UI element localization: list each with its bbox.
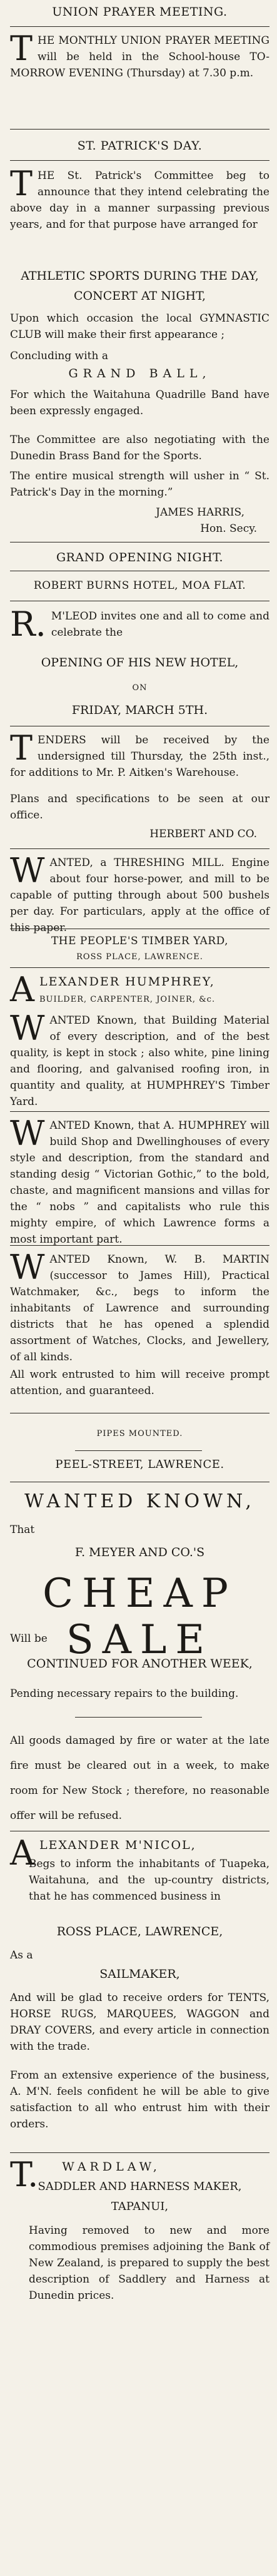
grand-hotel: ROBERT BURNS HOTEL, MOA FLAT. — [33, 579, 246, 592]
timber-trade: BUILDER, CARPENTER, JOINER, &c. — [39, 995, 216, 1004]
mnicol-p3: From an extensive experience of the business, A. M'N. feels confident he will be able to give satisfaction to all who entrust him with their orders. — [10, 2069, 269, 2131]
timber-p2: ANTED Known, that A. HUMPHREY will build Shop and Dwellinghouses of every style and description, from the standard and standing desig “ Victorian Gothic,” to the bold, chaste, and magnificent mansions and villas for the “ nobs ” and capitalists who rule this mighty empire, of which Lawrence forms a most important part. — [10, 1119, 269, 1246]
stpatrick-p4: The entire musical strength will usher in “ St. Patrick's Day in the morning.” — [10, 470, 269, 499]
drop-cap: A — [10, 1833, 34, 1873]
divider — [75, 1717, 202, 1718]
timber-wanted-1 — [10, 1009, 269, 1110]
drop-cap: W — [10, 1009, 45, 1048]
union-notice — [10, 29, 269, 81]
mnicol-p1: Begs to inform the inhabitants of Tuapeka, Waitahuna, and the up-country districts, that he has commenced business in — [29, 1858, 269, 1903]
drop-cap: T — [10, 164, 33, 203]
wardlaw-p1: Having removed to new and more commodious premises adjoining the Bank of New Zealand, is prepared to supply the best description of Saddlery and Harness at Dunedin prices. — [29, 2224, 269, 2302]
stpatrick-p2: Upon which occasion the local GYMNASTIC CLUB will make their first appearance ; — [10, 312, 269, 341]
meyer-firm: F. MEYER AND CO.'S — [74, 1545, 205, 1559]
martin-p2: All work entrusted to him will receive prompt attention, and guaranteed. — [10, 1368, 269, 1397]
meyer-pending: Pending necessary repairs to the building. — [10, 1688, 239, 1700]
divider — [10, 160, 269, 161]
stpatrick-p1: HE St. Patrick's Committee beg to announce that they intend celebrating the above day in a manner surpassing previous years, and for that purpose have arranged for — [10, 170, 269, 231]
grand-on: ON — [132, 683, 148, 693]
union-title: UNION PRAYER MEETING. — [52, 5, 228, 19]
stpatrick-p3: For which the Waitahuna Quadrille Band have been expressly engaged. — [10, 389, 269, 417]
divider — [10, 1245, 269, 1246]
meyer-that: That — [10, 1524, 35, 1536]
martin-notice — [10, 1248, 269, 1365]
drop-cap: T. — [10, 2155, 39, 2194]
stpatrick-sports: ATHLETIC SPORTS DURING THE DAY, — [21, 269, 259, 283]
stpatrick-ball: GRAND BALL, — [68, 367, 211, 380]
wardlaw-town: TAPANUI, — [111, 2200, 169, 2213]
grand-opening: OPENING OF HIS NEW HOTEL, — [41, 656, 239, 669]
timber-sub: ROSS PLACE, LAWRENCE. — [76, 952, 203, 962]
divider — [10, 129, 269, 130]
meyer-wanted: WANTED KNOWN, — [24, 1490, 255, 1512]
timber-wanted-2 — [10, 1114, 269, 1248]
pipes-street: PEEL-STREET, LAWRENCE. — [55, 1458, 224, 1471]
drop-cap: T — [10, 728, 33, 768]
mnicol-trade: SAILMAKER, — [99, 1967, 180, 1981]
timber-title: THE PEOPLE'S TIMBER YARD, — [51, 935, 229, 947]
threshing-p1: ANTED, a THRESHING MILL. Engine about four horse-power, and mill to be capable of putting through about 500 bushels per day. For particulars, apply at the office of this paper. — [10, 857, 269, 934]
meyer-p1: All goods damaged by fire or water at the late fire must be cleared out in a week, to make room for New Stock ; therefore, no reasonable offer will be refused. — [10, 1734, 269, 1822]
timber-header — [10, 970, 269, 1009]
mnicol-place: ROSS PLACE, LAWRENCE, — [56, 1925, 223, 1938]
grand-title: GRAND OPENING NIGHT. — [56, 551, 224, 564]
meyer-continued: CONTINUED FOR ANOTHER WEEK, — [27, 1657, 253, 1671]
tenders-p2: Plans and specifications to be seen at our office. — [10, 793, 269, 822]
grand-intro — [10, 604, 269, 644]
divider — [10, 2152, 269, 2153]
mnicol-asa: As a — [10, 1949, 33, 1962]
timber-name: LEXANDER HUMPHREY, — [39, 975, 215, 989]
mnicol-name: LEXANDER M'NICOL, — [39, 1838, 196, 1852]
wardlaw-trade: SADDLER AND HARNESS MAKER, — [38, 2180, 242, 2193]
threshing-notice — [10, 851, 269, 936]
drop-cap: W — [10, 1114, 45, 1153]
divider — [75, 1450, 202, 1451]
divider — [10, 967, 269, 968]
stpatrick-title: ST. PATRICK'S DAY. — [77, 139, 203, 153]
martin-p1: ANTED Known, W. B. MARTIN (successor to James Hill), Practical Watchmaker, &c., begs to inform the inhabitants of Lawrence and surrounding districts that he has opened a splendid assortment of Watches, Clocks, and Jewellery, of all kinds. — [10, 1253, 269, 1363]
grand-p1: M'LEOD invites one and all to come and celebrate the — [51, 610, 269, 639]
drop-cap: T — [10, 29, 33, 68]
stpatrick-sign: JAMES HARRIS, — [156, 506, 244, 519]
stpatrick-note: The Committee are also negotiating with the Dunedin Brass Band for the Sports. — [10, 434, 269, 462]
tenders-notice — [10, 728, 269, 781]
stpatrick-concert: CONCERT AT NIGHT, — [73, 289, 206, 303]
stpatrick-concluding: Concluding with a — [10, 350, 108, 362]
union-body: HE MONTHLY UNION PRAYER MEETING will be held in the School-house TO-MORROW EVENING (Thursday) at 7.30 p.m. — [10, 34, 269, 79]
divider — [10, 26, 269, 27]
stpatrick-intro — [10, 164, 269, 233]
tenders-sign: HERBERT AND CO. — [149, 828, 257, 840]
drop-cap: R. — [10, 604, 46, 644]
meyer-willbe: Will be — [10, 1632, 48, 1645]
drop-cap: A — [10, 970, 34, 1009]
mnicol-p2: And will be glad to receive orders for TENTS, HORSE RUGS, MARQUEES, WAGGON and DRAY COVERS, and every article in connection with the trade. — [10, 1992, 269, 2053]
pipes-title: PIPES MOUNTED. — [96, 1429, 183, 1438]
divider — [10, 1111, 269, 1112]
wardlaw-name: WARDLAW, — [62, 2160, 161, 2174]
grand-date: FRIDAY, MARCH 5TH. — [71, 703, 208, 717]
drop-cap: W — [10, 851, 45, 890]
drop-cap: W — [10, 1248, 45, 1287]
divider — [10, 848, 269, 849]
timber-p1: ANTED Known, that Building Material of every description, and of the best quality, is kept in stock ; also white, pine lining and flooring, and galvanised roofing iron, in quantity and quality, at HUMPHREY'S Timber Yard. — [10, 1014, 269, 1108]
tenders-p1: ENDERS will be received by the undersigned till Thursday, the 25th inst., for additions to Mr. P. Aitken's Warehouse. — [10, 734, 269, 779]
stpatrick-signrole: Hon. Secy. — [200, 522, 257, 535]
meyer-sale: CHEAP SALE — [43, 1571, 237, 1663]
